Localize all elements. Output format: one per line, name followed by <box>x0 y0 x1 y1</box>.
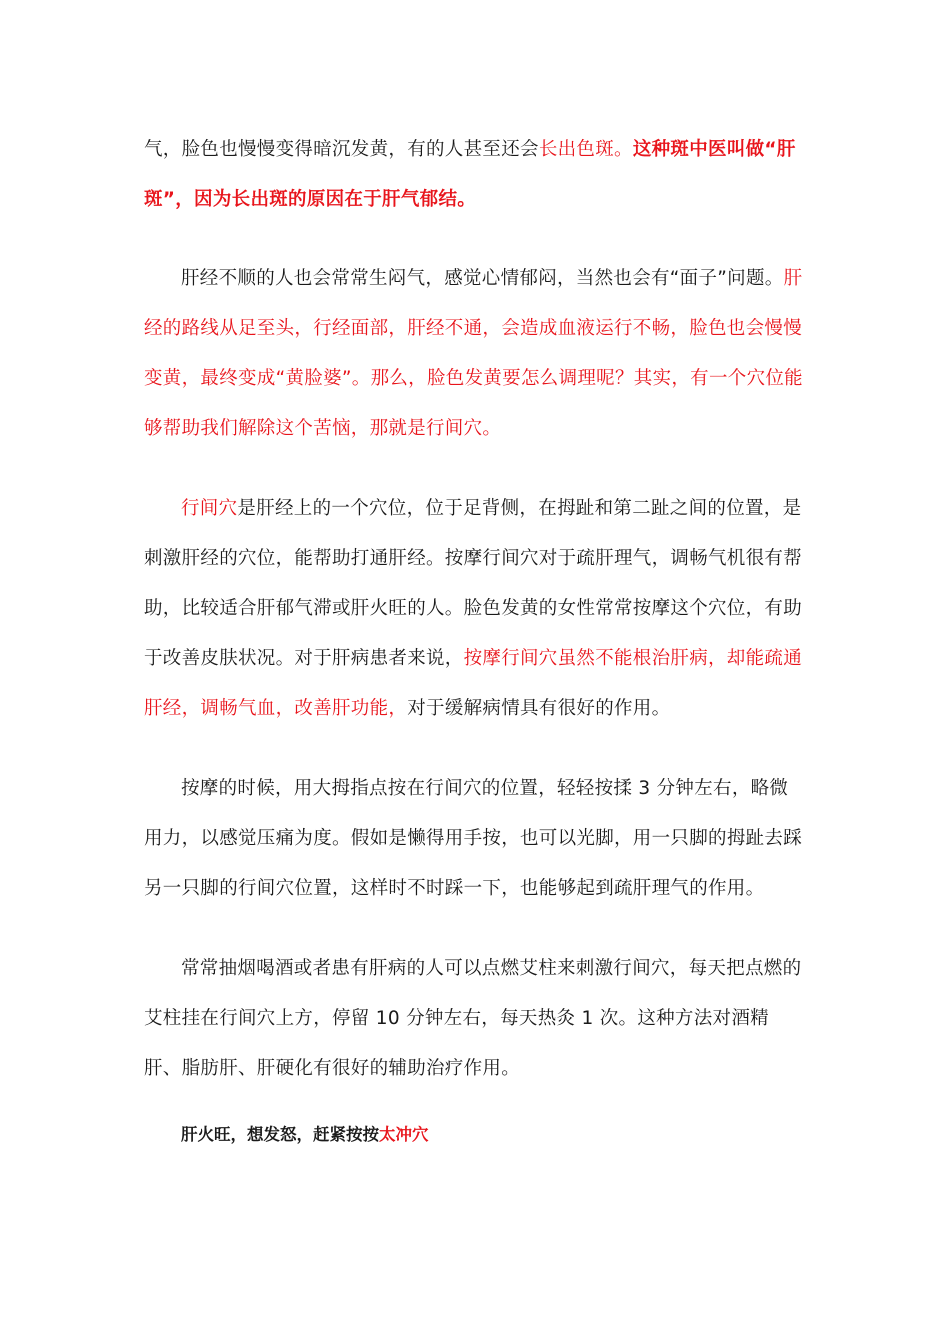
paragraph-4-text: 按摩的时候，用大拇指点按在行间穴的位置，轻轻按揉 3 分钟左右，略微用力，以感觉压痛为度。假如是懒得用手按，也可以光脚，用一只脚的拇趾去踩另一只脚的行间穴位置，这样时不时踩一下，也能够起到疏肝理气的作用。 <box>144 778 803 899</box>
section-heading <box>181 1110 429 1160</box>
paragraph-3 <box>144 484 804 734</box>
paragraph-4 <box>144 764 804 914</box>
paragraph-1 <box>144 125 804 225</box>
paragraph-2-text: 肝经不顺的人也会常常生闷气，感觉心情郁闷，当然也会有“面子”问题。 <box>181 268 784 289</box>
paragraph-1-text: 气，脸色也慢慢变得暗沉发黄，有的人甚至还会 <box>144 139 539 160</box>
paragraph-3-text: 是肝经上的一个穴位，位于足背侧，在拇趾和第二趾之间的位置，是刺激肝经的穴位，能帮助打通肝经。按摩行间穴对于疏肝理气，调畅气机很有帮助，比较适合肝郁气滞或肝火旺的人。脸色发黄的女性常常按摩这个穴位，有助于改善皮肤状况。对于肝病患者来说， <box>144 498 803 669</box>
section-heading-acupoint: 太冲穴 <box>379 1125 429 1144</box>
paragraph-5 <box>144 944 804 1094</box>
paragraph-3-acupoint-name: 行间穴 <box>181 498 238 519</box>
paragraph-2 <box>144 254 804 454</box>
section-heading-text: 肝火旺，想发怒，赶紧按按 <box>181 1125 379 1144</box>
paragraph-3-text-end: 对于缓解病情具有很好的作用。 <box>407 698 671 719</box>
paragraph-1-emphasis: 这种斑中医叫做“肝斑”，因为长出斑的原因在于肝气郁结。 <box>144 139 796 210</box>
paragraph-1-highlight: 长出色斑。 <box>538 139 633 160</box>
paragraph-5-text: 常常抽烟喝酒或者患有肝病的人可以点燃艾柱来刺激行间穴，每天把点燃的艾柱挂在行间穴上方，停留 10 分钟左右，每天热灸 1 次。这种方法对酒精肝、脂肪肝、肝硬化有很好的辅助治疗作用。 <box>144 958 802 1079</box>
paragraph-3-highlight: 按摩行间穴虽然不能根治肝病，却能疏通肝经，调畅气血，改善肝功能， <box>144 648 803 719</box>
paragraph-2-highlight: 肝经的路线从足至头，行经面部，肝经不通，会造成血液运行不畅，脸色也会慢慢变黄，最终变成“黄脸婆”。那么，脸色发黄要怎么调理呢？其实，有一个穴位能够帮助我们解除这个苦恼，那就是行间穴。 <box>144 268 803 439</box>
